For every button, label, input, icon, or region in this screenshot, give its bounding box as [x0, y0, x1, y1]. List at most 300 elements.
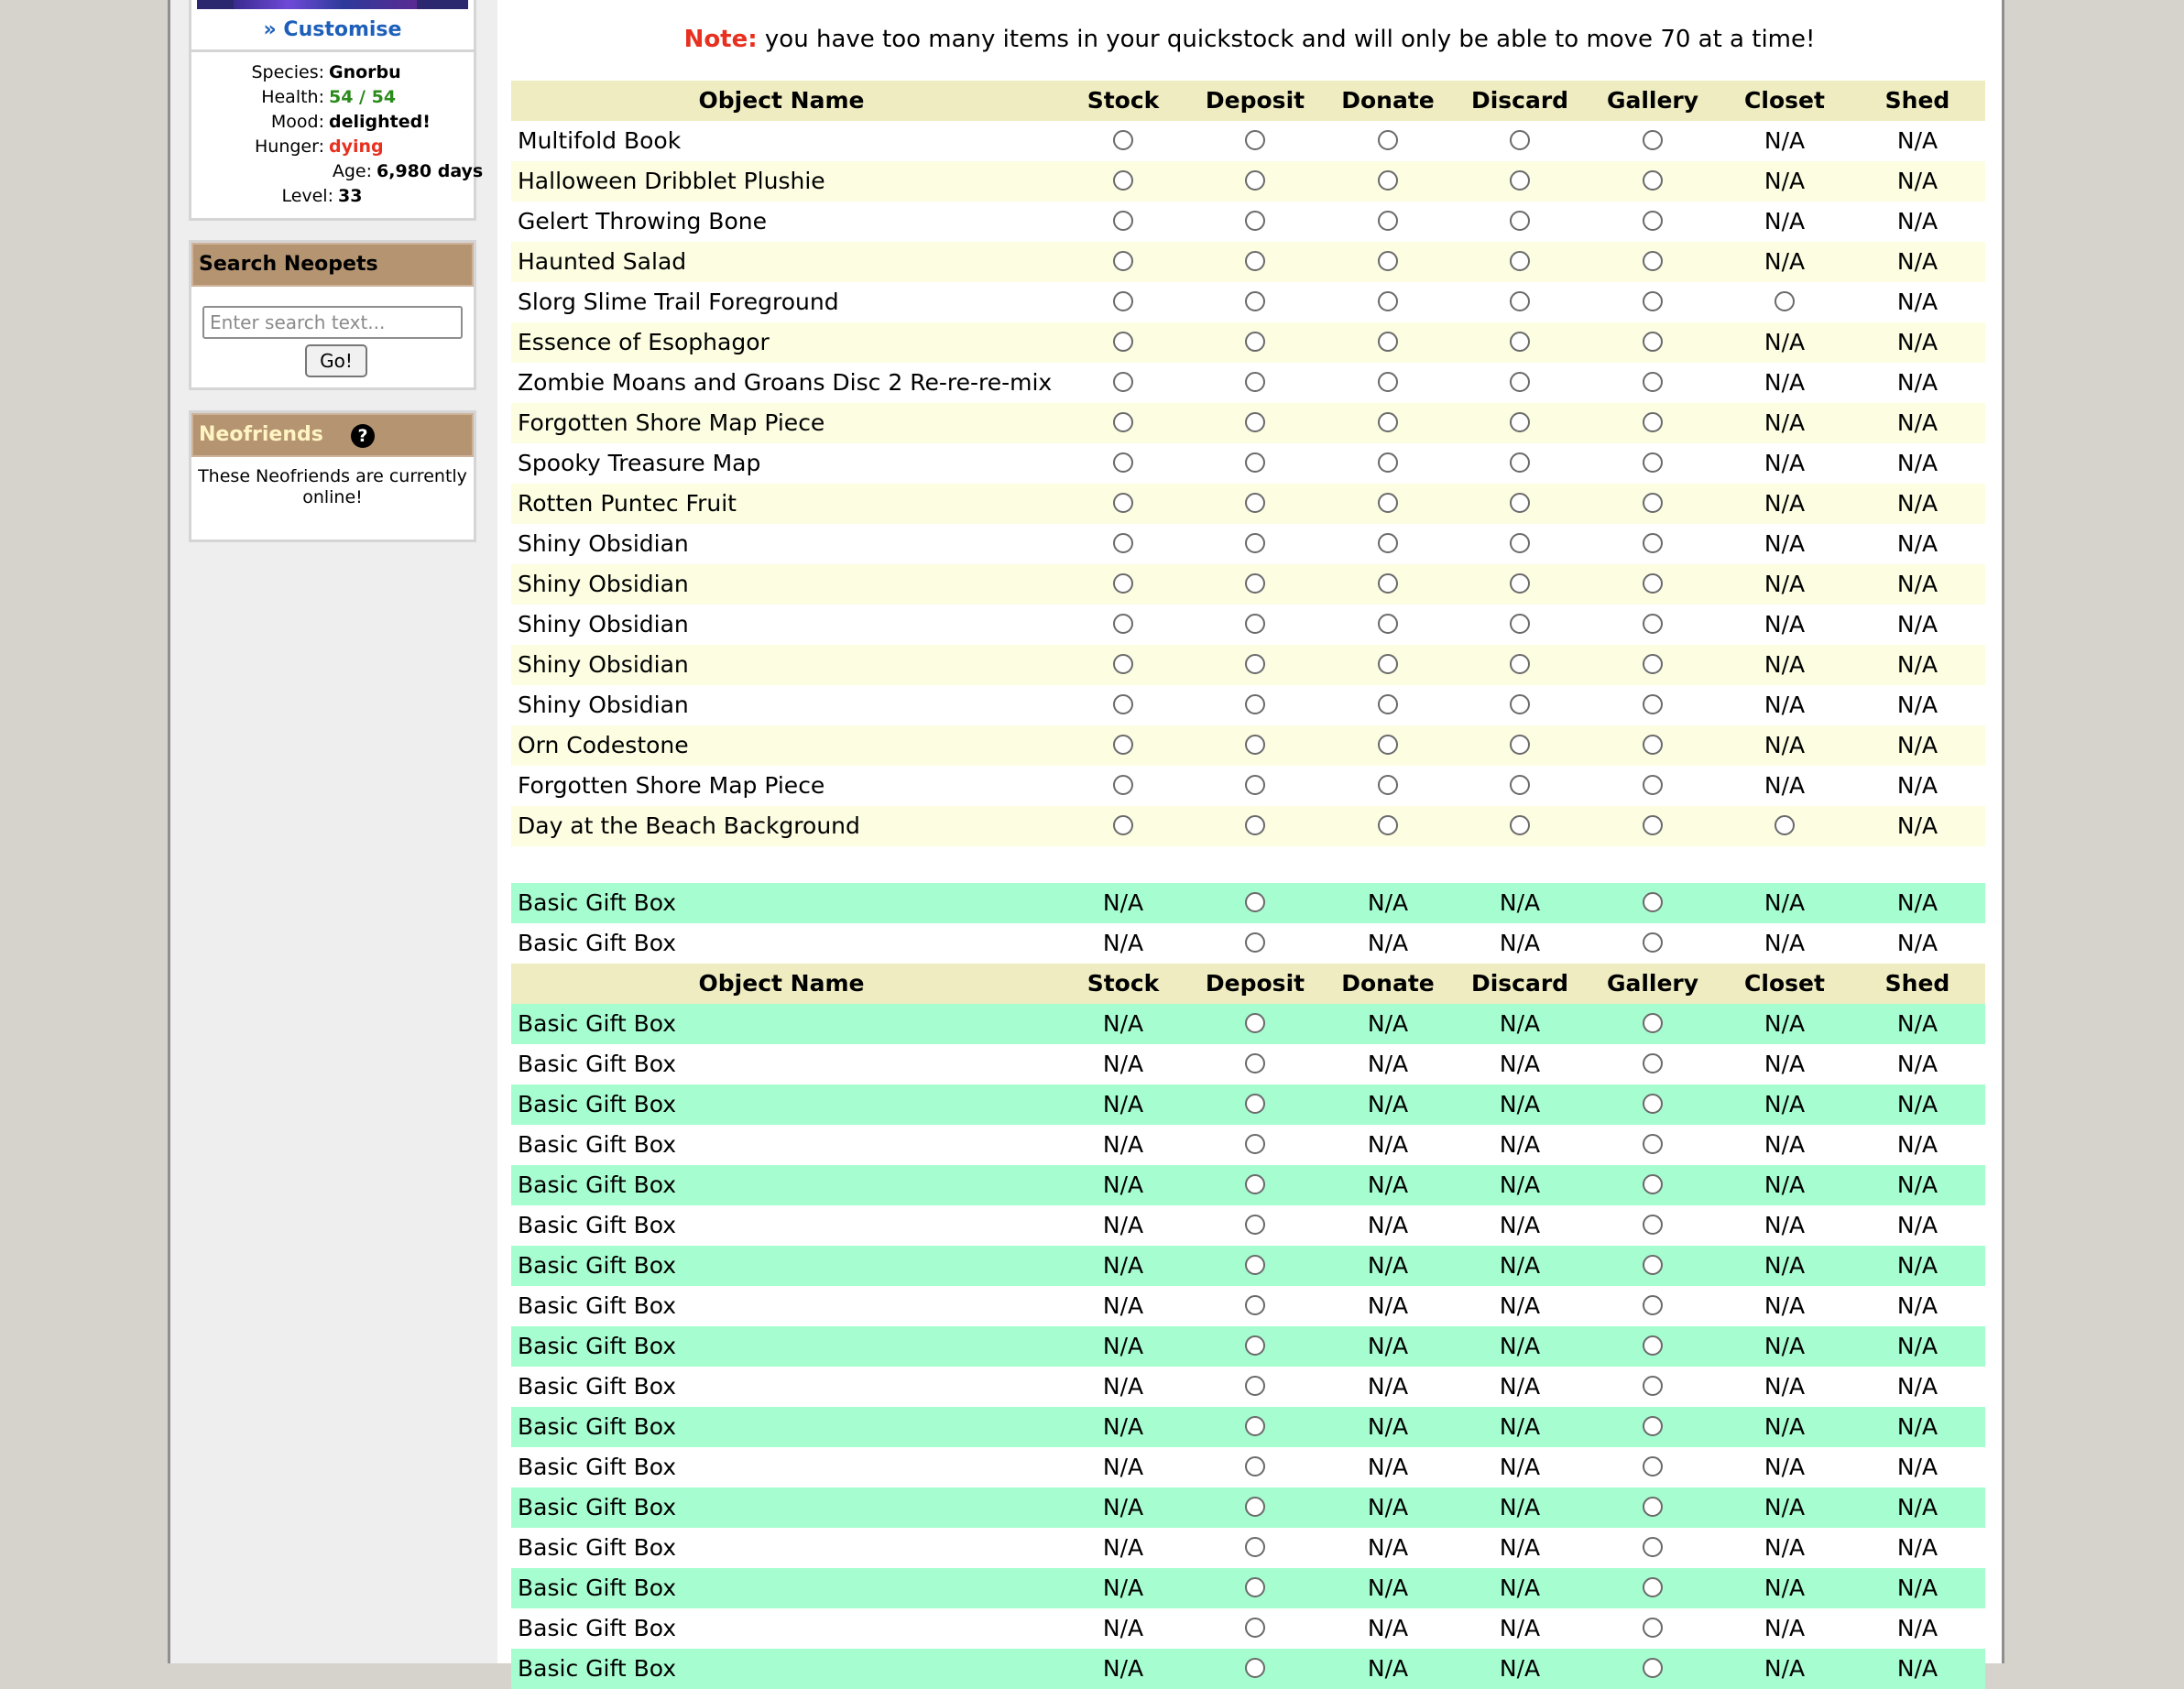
gallery-radio[interactable]: [1643, 291, 1663, 311]
stock-radio[interactable]: [1113, 130, 1133, 150]
gallery-radio[interactable]: [1643, 694, 1663, 714]
gallery-cell: [1598, 484, 1708, 524]
customise-link[interactable]: » Customise: [191, 13, 474, 52]
discard-cell: [1465, 161, 1575, 202]
donate-radio[interactable]: [1378, 654, 1398, 674]
gallery-radio[interactable]: [1643, 815, 1663, 835]
deposit-radio[interactable]: [1245, 372, 1265, 392]
note-text: you have too many items in your quickstock and will only be able to move 70 at a time!: [764, 26, 1816, 53]
table-row: [511, 1125, 1985, 1165]
donate-cell: [1333, 242, 1443, 282]
item-name: Basic Gift Box: [518, 1212, 677, 1238]
donate-na: N/A: [1367, 1655, 1409, 1682]
discard-radio[interactable]: [1510, 412, 1530, 432]
gallery-radio[interactable]: [1643, 1497, 1663, 1517]
table-row: [511, 883, 1985, 923]
gallery-radio[interactable]: [1643, 493, 1663, 513]
deposit-radio[interactable]: [1245, 170, 1265, 191]
item-name: Basic Gift Box: [518, 1171, 677, 1198]
closet-na: N/A: [1764, 772, 1806, 799]
gallery-radio[interactable]: [1643, 1094, 1663, 1114]
discard-na: N/A: [1499, 889, 1541, 916]
deposit-radio[interactable]: [1245, 1013, 1265, 1033]
item-name: Basic Gift Box: [518, 1494, 677, 1520]
stock-radio[interactable]: [1113, 815, 1133, 835]
donate-radio[interactable]: [1378, 775, 1398, 795]
item-name: Basic Gift Box: [518, 1091, 677, 1117]
gallery-radio[interactable]: [1643, 1215, 1663, 1235]
discard-cell: [1465, 282, 1575, 322]
closet-radio[interactable]: [1774, 291, 1795, 311]
gallery-radio[interactable]: [1643, 573, 1663, 594]
pet-stat-row: [191, 135, 474, 159]
stock-radio[interactable]: [1113, 493, 1133, 513]
deposit-radio[interactable]: [1245, 735, 1265, 755]
deposit-radio[interactable]: [1245, 573, 1265, 594]
deposit-radio[interactable]: [1245, 1416, 1265, 1436]
discard-radio[interactable]: [1510, 533, 1530, 553]
gallery-radio[interactable]: [1643, 1577, 1663, 1597]
donate-radio[interactable]: [1378, 735, 1398, 755]
stock-radio[interactable]: [1113, 694, 1133, 714]
discard-na: N/A: [1499, 1131, 1541, 1158]
stock-na: N/A: [1102, 1413, 1144, 1440]
gallery-radio[interactable]: [1643, 1456, 1663, 1477]
donate-cell: [1333, 322, 1443, 363]
closet-na: N/A: [1764, 889, 1806, 916]
gallery-cell: [1598, 564, 1708, 605]
gallery-radio[interactable]: [1643, 1053, 1663, 1073]
gallery-radio[interactable]: [1643, 735, 1663, 755]
deposit-radio[interactable]: [1245, 815, 1265, 835]
donate-radio[interactable]: [1378, 694, 1398, 714]
stock-radio[interactable]: [1113, 372, 1133, 392]
gallery-radio[interactable]: [1643, 1295, 1663, 1315]
gallery-radio[interactable]: [1643, 1537, 1663, 1557]
table-row: [511, 484, 1985, 524]
deposit-cell: [1200, 322, 1310, 363]
deposit-cell: [1200, 161, 1310, 202]
deposit-cell: [1200, 202, 1310, 242]
stock-radio[interactable]: [1113, 452, 1133, 473]
deposit-radio[interactable]: [1245, 1658, 1265, 1678]
discard-radio[interactable]: [1510, 815, 1530, 835]
deposit-radio[interactable]: [1245, 1577, 1265, 1597]
deposit-cell: [1200, 282, 1310, 322]
stock-na: N/A: [1102, 1655, 1144, 1682]
donate-na: N/A: [1367, 1171, 1409, 1198]
deposit-radio[interactable]: [1245, 1497, 1265, 1517]
closet-na: N/A: [1764, 1091, 1806, 1117]
gallery-radio[interactable]: [1643, 892, 1663, 912]
deposit-radio[interactable]: [1245, 1215, 1265, 1235]
donate-na: N/A: [1367, 930, 1409, 956]
gallery-radio[interactable]: [1643, 654, 1663, 674]
item-name: Basic Gift Box: [518, 889, 677, 916]
gallery-radio[interactable]: [1643, 1335, 1663, 1356]
gallery-radio[interactable]: [1643, 1618, 1663, 1638]
deposit-radio[interactable]: [1245, 1618, 1265, 1638]
closet-na: N/A: [1764, 1333, 1806, 1359]
gallery-cell: [1598, 1004, 1708, 1044]
donate-cell: [1333, 564, 1443, 605]
gallery-cell: [1598, 685, 1708, 725]
closet-na: N/A: [1764, 1575, 1806, 1601]
deposit-radio[interactable]: [1245, 932, 1265, 953]
deposit-radio[interactable]: [1245, 892, 1265, 912]
donate-na: N/A: [1367, 1494, 1409, 1520]
item-name: Forgotten Shore Map Piece: [518, 772, 825, 799]
table-row: [511, 1246, 1985, 1286]
discard-radio[interactable]: [1510, 452, 1530, 473]
donate-radio[interactable]: [1378, 130, 1398, 150]
shed-na: N/A: [1896, 1575, 1938, 1601]
gallery-radio[interactable]: [1643, 1134, 1663, 1154]
item-name: Basic Gift Box: [518, 930, 677, 956]
stock-radio[interactable]: [1113, 251, 1133, 271]
deposit-cell: [1200, 363, 1310, 403]
deposit-radio[interactable]: [1245, 1174, 1265, 1194]
gallery-radio[interactable]: [1643, 533, 1663, 553]
stock-na: N/A: [1102, 889, 1144, 916]
deposit-radio[interactable]: [1245, 654, 1265, 674]
discard-radio[interactable]: [1510, 775, 1530, 795]
donate-na: N/A: [1367, 889, 1409, 916]
donate-radio[interactable]: [1378, 452, 1398, 473]
shed-na: N/A: [1896, 530, 1938, 557]
column-header-donate: Donate: [1341, 87, 1435, 114]
stock-radio[interactable]: [1113, 412, 1133, 432]
note-label: Note:: [683, 26, 758, 53]
shed-na: N/A: [1896, 611, 1938, 637]
table-row: [511, 403, 1985, 443]
donate-radio[interactable]: [1378, 211, 1398, 231]
item-name: Gelert Throwing Bone: [518, 208, 767, 234]
discard-radio[interactable]: [1510, 211, 1530, 231]
gallery-cell: [1598, 1205, 1708, 1246]
donate-radio[interactable]: [1378, 291, 1398, 311]
gallery-radio[interactable]: [1643, 412, 1663, 432]
stock-radio[interactable]: [1113, 735, 1133, 755]
deposit-cell: [1200, 1528, 1310, 1568]
gallery-radio[interactable]: [1643, 775, 1663, 795]
closet-cell: [1730, 806, 1840, 846]
discard-radio[interactable]: [1510, 573, 1530, 594]
discard-radio[interactable]: [1510, 332, 1530, 352]
stock-radio[interactable]: [1113, 614, 1133, 634]
gallery-cell: [1598, 923, 1708, 964]
gallery-radio[interactable]: [1643, 372, 1663, 392]
shed-na: N/A: [1896, 1655, 1938, 1682]
help-icon[interactable]: ?: [351, 424, 375, 448]
donate-radio[interactable]: [1378, 573, 1398, 594]
neofriends-title-text: Neofriends: [199, 423, 323, 446]
stock-radio[interactable]: [1113, 170, 1133, 191]
gallery-radio[interactable]: [1643, 452, 1663, 473]
closet-cell: [1730, 282, 1840, 322]
stock-cell: [1068, 443, 1178, 484]
donate-cell: [1333, 605, 1443, 645]
deposit-radio[interactable]: [1245, 251, 1265, 271]
gallery-radio[interactable]: [1643, 130, 1663, 150]
table-row: [511, 1044, 1985, 1084]
item-name: Basic Gift Box: [518, 1292, 677, 1319]
discard-na: N/A: [1499, 1212, 1541, 1238]
discard-radio[interactable]: [1510, 614, 1530, 634]
discard-cell: [1465, 725, 1575, 766]
discard-radio[interactable]: [1510, 170, 1530, 191]
stock-radio[interactable]: [1113, 775, 1133, 795]
deposit-radio[interactable]: [1245, 1134, 1265, 1154]
discard-cell: [1465, 524, 1575, 564]
discard-cell: [1465, 806, 1575, 846]
stock-na: N/A: [1102, 1252, 1144, 1279]
donate-radio[interactable]: [1378, 412, 1398, 432]
pet-stat-label: Health:: [261, 87, 324, 107]
deposit-radio[interactable]: [1245, 211, 1265, 231]
donate-cell: [1333, 685, 1443, 725]
stock-na: N/A: [1102, 1615, 1144, 1641]
item-name: Day at the Beach Background: [518, 812, 860, 839]
deposit-cell: [1200, 766, 1310, 806]
discard-radio[interactable]: [1510, 735, 1530, 755]
column-header-stock: Stock: [1087, 970, 1160, 997]
search-input[interactable]: [202, 306, 463, 339]
gallery-cell: [1598, 161, 1708, 202]
column-header-object-name: Object Name: [698, 87, 865, 114]
closet-na: N/A: [1764, 571, 1806, 597]
discard-cell: [1465, 605, 1575, 645]
stock-cell: [1068, 282, 1178, 322]
gallery-radio[interactable]: [1643, 1376, 1663, 1396]
stock-na: N/A: [1102, 1494, 1144, 1520]
gallery-radio[interactable]: [1643, 1013, 1663, 1033]
discard-radio[interactable]: [1510, 372, 1530, 392]
item-name: Shiny Obsidian: [518, 692, 689, 718]
closet-na: N/A: [1764, 1615, 1806, 1641]
item-name: Basic Gift Box: [518, 1575, 677, 1601]
donate-na: N/A: [1367, 1413, 1409, 1440]
gallery-radio[interactable]: [1643, 932, 1663, 953]
discard-cell: [1465, 403, 1575, 443]
gallery-radio[interactable]: [1643, 211, 1663, 231]
stock-radio[interactable]: [1113, 291, 1133, 311]
gallery-radio[interactable]: [1643, 1174, 1663, 1194]
closet-na: N/A: [1764, 127, 1806, 154]
donate-cell: [1333, 121, 1443, 161]
discard-na: N/A: [1499, 1413, 1541, 1440]
closet-na: N/A: [1764, 329, 1806, 355]
discard-radio[interactable]: [1510, 291, 1530, 311]
gallery-radio[interactable]: [1643, 1255, 1663, 1275]
table-row: [511, 524, 1985, 564]
deposit-radio[interactable]: [1245, 1376, 1265, 1396]
quickstock-main: [497, 0, 2002, 1682]
donate-cell: [1333, 202, 1443, 242]
gallery-radio[interactable]: [1643, 1416, 1663, 1436]
gallery-cell: [1598, 1165, 1708, 1205]
column-header-closet: Closet: [1744, 970, 1825, 997]
deposit-cell: [1200, 883, 1310, 923]
deposit-radio[interactable]: [1245, 775, 1265, 795]
search-panel-title: Search Neopets: [191, 243, 474, 287]
deposit-cell: [1200, 1205, 1310, 1246]
deposit-cell: [1200, 1125, 1310, 1165]
stock-radio[interactable]: [1113, 533, 1133, 553]
shed-na: N/A: [1896, 1010, 1938, 1037]
pet-stat-value: Gnorbu: [329, 62, 401, 82]
deposit-cell: [1200, 685, 1310, 725]
deposit-cell: [1200, 806, 1310, 846]
discard-cell: [1465, 564, 1575, 605]
shed-na: N/A: [1896, 889, 1938, 916]
table-row: [511, 923, 1985, 964]
deposit-radio[interactable]: [1245, 1053, 1265, 1073]
deposit-radio[interactable]: [1245, 1255, 1265, 1275]
donate-radio[interactable]: [1378, 493, 1398, 513]
deposit-radio[interactable]: [1245, 533, 1265, 553]
deposit-radio[interactable]: [1245, 332, 1265, 352]
item-name: Basic Gift Box: [518, 1333, 677, 1359]
deposit-radio[interactable]: [1245, 412, 1265, 432]
gallery-radio[interactable]: [1643, 251, 1663, 271]
discard-radio[interactable]: [1510, 251, 1530, 271]
gallery-cell: [1598, 1487, 1708, 1528]
stock-radio[interactable]: [1113, 332, 1133, 352]
shed-na: N/A: [1896, 692, 1938, 718]
stock-radio[interactable]: [1113, 573, 1133, 594]
stock-cell: [1068, 685, 1178, 725]
deposit-radio[interactable]: [1245, 1335, 1265, 1356]
deposit-cell: [1200, 564, 1310, 605]
shed-na: N/A: [1896, 1373, 1938, 1400]
donate-radio[interactable]: [1378, 372, 1398, 392]
gallery-radio[interactable]: [1643, 1658, 1663, 1678]
column-header-stock: Stock: [1087, 87, 1160, 114]
stock-radio[interactable]: [1113, 654, 1133, 674]
donate-radio[interactable]: [1378, 251, 1398, 271]
deposit-radio[interactable]: [1245, 291, 1265, 311]
gallery-cell: [1598, 1286, 1708, 1326]
gallery-radio[interactable]: [1643, 614, 1663, 634]
column-header-discard: Discard: [1470, 87, 1569, 114]
discard-radio[interactable]: [1510, 493, 1530, 513]
closet-na: N/A: [1764, 409, 1806, 436]
discard-radio[interactable]: [1510, 694, 1530, 714]
deposit-cell: [1200, 923, 1310, 964]
stock-cell: [1068, 766, 1178, 806]
item-name: Halloween Dribblet Plushie: [518, 168, 825, 194]
table-row: [511, 1286, 1985, 1326]
discard-cell: [1465, 766, 1575, 806]
quickstock-note: [497, 26, 2002, 53]
gallery-cell: [1598, 1326, 1708, 1367]
gallery-radio[interactable]: [1643, 332, 1663, 352]
discard-cell: [1465, 685, 1575, 725]
closet-na: N/A: [1764, 450, 1806, 476]
deposit-cell: [1200, 1407, 1310, 1447]
deposit-radio[interactable]: [1245, 1094, 1265, 1114]
stock-na: N/A: [1102, 1575, 1144, 1601]
table-row: [511, 121, 1985, 161]
item-name: Basic Gift Box: [518, 1615, 677, 1641]
donate-na: N/A: [1367, 1131, 1409, 1158]
item-name: Multifold Book: [518, 127, 682, 154]
item-name: Shiny Obsidian: [518, 611, 689, 637]
discard-na: N/A: [1499, 1091, 1541, 1117]
item-name: Basic Gift Box: [518, 1534, 677, 1561]
discard-cell: [1465, 484, 1575, 524]
shed-na: N/A: [1896, 1212, 1938, 1238]
deposit-radio[interactable]: [1245, 1537, 1265, 1557]
donate-radio[interactable]: [1378, 614, 1398, 634]
item-name: Forgotten Shore Map Piece: [518, 409, 825, 436]
stock-na: N/A: [1102, 1292, 1144, 1319]
donate-cell: [1333, 806, 1443, 846]
donate-radio[interactable]: [1378, 815, 1398, 835]
deposit-cell: [1200, 1246, 1310, 1286]
quickstock-table: [511, 81, 1985, 846]
donate-cell: [1333, 645, 1443, 685]
gallery-cell: [1598, 524, 1708, 564]
item-name: Basic Gift Box: [518, 1252, 677, 1279]
gallery-cell: [1598, 1649, 1708, 1689]
column-header-gallery: Gallery: [1606, 87, 1699, 114]
shed-na: N/A: [1896, 1252, 1938, 1279]
search-go-button[interactable]: Go!: [305, 344, 367, 377]
closet-radio[interactable]: [1774, 815, 1795, 835]
gallery-cell: [1598, 1528, 1708, 1568]
pet-stat-label: Mood:: [270, 112, 324, 132]
deposit-radio[interactable]: [1245, 130, 1265, 150]
closet-na: N/A: [1764, 1494, 1806, 1520]
gallery-cell: [1598, 883, 1708, 923]
gallery-cell: [1598, 1246, 1708, 1286]
pet-stat-label: Level:: [281, 186, 333, 206]
gallery-cell: [1598, 1568, 1708, 1608]
deposit-radio[interactable]: [1245, 1295, 1265, 1315]
discard-radio[interactable]: [1510, 130, 1530, 150]
deposit-radio[interactable]: [1245, 452, 1265, 473]
donate-na: N/A: [1367, 1051, 1409, 1077]
deposit-cell: [1200, 403, 1310, 443]
column-header-object-name: Object Name: [698, 970, 865, 997]
column-header-deposit: Deposit: [1205, 87, 1305, 114]
gallery-radio[interactable]: [1643, 170, 1663, 191]
pet-stat-row: [191, 159, 484, 184]
shed-na: N/A: [1896, 812, 1938, 839]
table-row: [511, 1649, 1985, 1689]
deposit-radio[interactable]: [1245, 1456, 1265, 1477]
deposit-radio[interactable]: [1245, 694, 1265, 714]
closet-na: N/A: [1764, 1010, 1806, 1037]
table-row: [511, 443, 1985, 484]
gallery-cell: [1598, 1084, 1708, 1125]
gallery-cell: [1598, 443, 1708, 484]
deposit-radio[interactable]: [1245, 493, 1265, 513]
donate-radio[interactable]: [1378, 533, 1398, 553]
discard-radio[interactable]: [1510, 654, 1530, 674]
deposit-cell: [1200, 1044, 1310, 1084]
stock-radio[interactable]: [1113, 211, 1133, 231]
donate-radio[interactable]: [1378, 332, 1398, 352]
item-name: Basic Gift Box: [518, 1655, 677, 1682]
closet-na: N/A: [1764, 1454, 1806, 1480]
donate-radio[interactable]: [1378, 170, 1398, 191]
deposit-radio[interactable]: [1245, 614, 1265, 634]
shed-na: N/A: [1896, 208, 1938, 234]
pet-image: [197, 0, 468, 9]
